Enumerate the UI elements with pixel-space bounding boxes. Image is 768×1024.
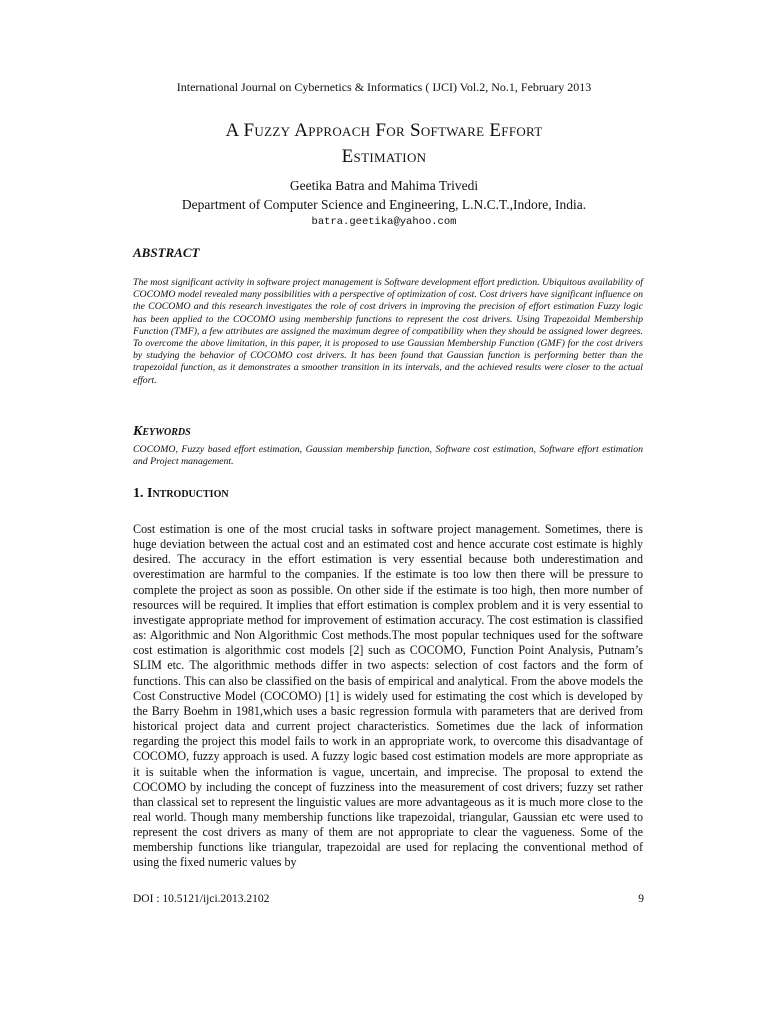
introduction-heading: 1. Introduction [133,486,229,501]
footer-doi: DOI : 10.5121/ijci.2013.2102 [133,893,270,905]
authors: Geetika Batra and Mahima Trivedi [289,178,479,193]
paper-title [120,118,648,170]
title-line-1: A Fuzzy Approach For Software Effort [225,120,543,141]
keywords-heading: Keywords [133,424,191,439]
abstract-heading: ABSTRACT [133,245,200,260]
title-line-2: Estimation [341,146,427,167]
introduction-text: Cost estimation is one of the most crucial tasks in software project management. Sometimes, there is huge deviation between the actual cost and an estimated cost and hence accurate cost estimate is highly desired. The accuracy in the effort estimation is very essential because both underestimation and overestimation are harmful to the companies. If the estimate is too low then there will be pressure to complete the project as soon as possible. On other side if the estimate is too high, then more number of resources will be required. It implies that effort estimation is complex problem and it is very essential to investigate appropriate method for improvement of estimation accuracy. The cost estimation is classified as: Algorithmic and Non Algorithmic Cost methods.The most popular techniques used for the software cost estimation is algorithmic cost models [2] such as COCOMO, Function Point Analysis, Putnam’s SLIM etc. The algorithmic methods differ in two aspects: selection of cost factors and the form of functions. This can also be classified on the basis of empirical and analytical. From the above models the Cost Constructive Model (COCOMO) [1] is widely used for estimating the cost which is developed by the Barry Boehm in 1981,which uses a basic regression formula with parameters that are derived from historical project data and current project characteristics. Sometimes due the lack of information regarding the project this model fails to work in an appropriate work, to overcome this disadvantage of COCOMO, fuzzy approach is used. A fuzzy logic based cost estimation models are more appropriate as it is suitable when the information is vague, uncertain, and imprecise. The proposal to extend the COCOMO by including the concept of fuzziness into the measurement of cost drivers; fuzzy set rather than classical set to represent the linguistic values are more advantageous as it is much more close to the real world. Though many membership functions like trapezoidal, triangular, Gaussian etc were used to represent the cost drivers as many of them are not appropriate to clear the vagueness. Some of the membership functions like triangular, trapezoidal are used for replacing the conventional method of using the fixed numeric values by [133,522,643,870]
affiliation: Department of Computer Science and Engineering, L.N.C.T.,Indore, India. [181,197,587,212]
author-email: batra.geetika@yahoo.com [311,216,457,228]
keywords-text: COCOMO, Fuzzy based effort estimation, Gaussian membership function, Software cost estimation, Software effort estimation and Project management. [133,444,643,468]
running-head: International Journal on Cybernetics & Informatics ( IJCI) Vol.2, No.1, February 2013 [176,80,592,94]
abstract-text: The most significant activity in software project management is Software development effort prediction. Ubiquitous availability of COCOMO model revealed many possibilities with a perspective of optimization of cost. Cost drivers have significant influence on the COCOMO and this research investigates the role of cost drivers in improving the precision of effort estimation Fuzzy logic has been applied to the COCOMO using membership functions to represent the cost drivers. Using Trapezoidal Membership Function (TMF), a few attributes are assigned the maximum degree of compatibility when they should be assigned lower degrees. To overcome the above limitation, in this paper, it is proposed to use Gaussian Membership Function (GMF) for the cost drivers by studying the behavior of COCOMO cost drivers. It has been found that Gaussian function is performing better than the trapezoidal function, as it demonstrates a smoother transition in its intervals, and the achieved results were closer to the actual effort. [133,277,643,386]
page-number: 9 [638,893,644,905]
